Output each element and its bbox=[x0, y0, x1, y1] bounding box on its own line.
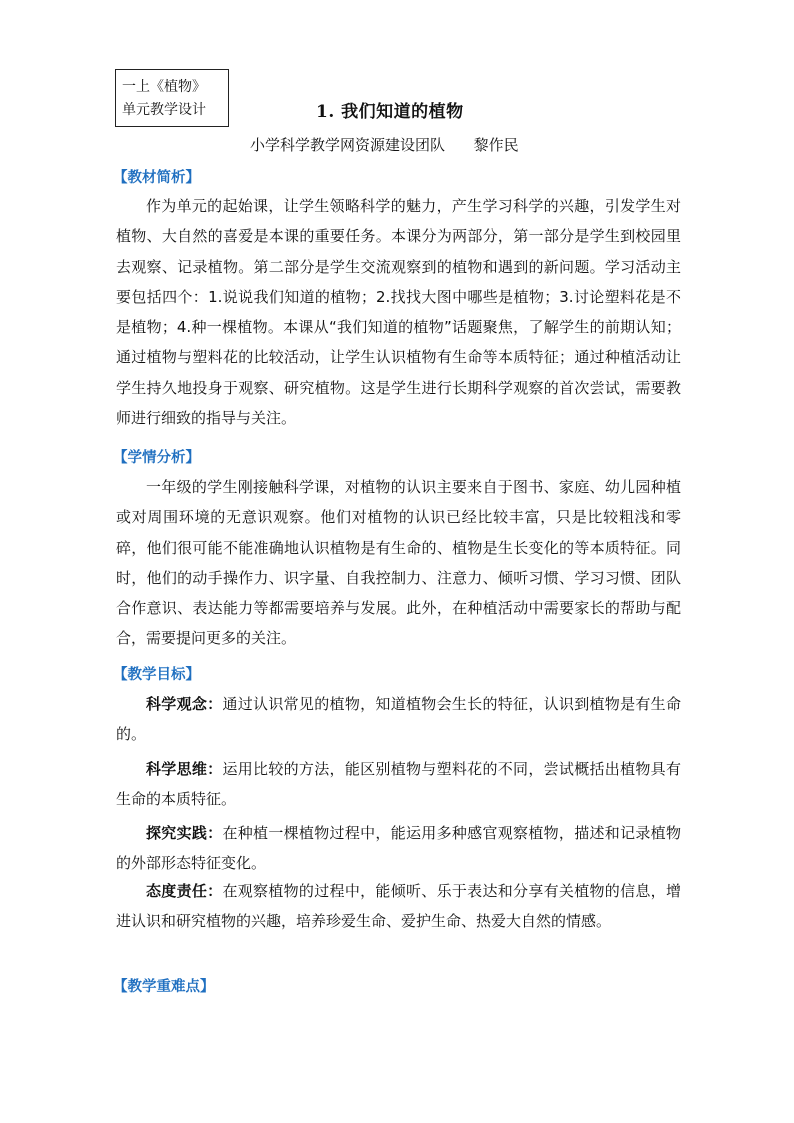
goal-label: 科学思维： bbox=[146, 760, 223, 778]
heading-teaching-goals: 【教学目标】 bbox=[113, 667, 200, 683]
heading-textbook-analysis: 【教材简析】 bbox=[113, 170, 200, 186]
goal-text: 在种植一棵植物过程中，能运用多种感官观察植物，描述和记录植物的外部形态特征变化。 bbox=[116, 824, 681, 873]
goal-label: 科学观念： bbox=[146, 695, 223, 713]
author-line: 小学科学教学网资源建设团队 黎作民 bbox=[250, 136, 519, 154]
goal-text: 通过认识常见的植物，知道植物会生长的特征，认识到植物是有生命的。 bbox=[116, 695, 681, 744]
unit-label-box bbox=[115, 69, 229, 127]
heading-key-difficulties: 【教学重难点】 bbox=[113, 979, 215, 995]
goal-text: 在观察植物的过程中，能倾听、乐于表达和分享有关植物的信息，增进认识和研究植物的兴趣，培养珍爱生命、爱护生命、热爱大自然的情感。 bbox=[116, 882, 681, 931]
goal-scientific-thinking bbox=[116, 754, 681, 815]
heading-student-analysis: 【学情分析】 bbox=[113, 450, 200, 466]
goal-text: 运用比较的方法，能区别植物与塑料花的不同，尝试概括出植物具有生命的本质特征。 bbox=[116, 760, 681, 809]
goal-attitude-responsibility bbox=[116, 876, 681, 937]
lesson-title: 1. 我们知道的植物 bbox=[316, 102, 464, 122]
textbook-analysis-paragraph: 作为单元的起始课，让学生领略科学的魅力，产生学习科学的兴趣，引发学生对植物、大自然的喜爱是本课的重要任务。本课分为两部分，第一部分是学生到校园里去观察、记录植物。第二部分是学生交流观察到的植物和遇到的新问题。学习活动主要包括四个：1.说说我们知道的植物；2.找找大图中哪些是植物；3.讨论塑料花是不是植物；4.种一棵植物。本课从“我们知道的植物”话题聚焦，了解学生的前期认知；通过植物与塑料花的比较活动，让学生认识植物有生命等本质特征；通过种植活动让学生持久地投身于观察、研究植物。这是学生进行长期科学观察的首次尝试，需要教师进行细致的指导与关注。 bbox=[116, 197, 681, 428]
goal-label: 探究实践： bbox=[146, 824, 223, 842]
student-analysis-paragraph: 一年级的学生刚接触科学课，对植物的认识主要来自于图书、家庭、幼儿园种植或对周围环境的无意识观察。他们对植物的认识已经比较丰富，只是比较粗浅和零碎，他们很可能不能准确地认识植物是有生命的、植物是生长变化的等本质特征。同时，他们的动手操作力、识字量、自我控制力、注意力、倾听习惯、学习习惯、团队合作意识、表达能力等都需要培养与发展。此外，在种植活动中需要家长的帮助与配合，需要提问更多的关注。 bbox=[116, 478, 681, 648]
goal-scientific-concept bbox=[116, 689, 681, 750]
unit-label-line2: 单元教学设计 bbox=[122, 102, 206, 118]
unit-label-line1: 一上《植物》 bbox=[122, 79, 206, 95]
goal-label: 态度责任： bbox=[146, 882, 223, 900]
goal-inquiry-practice bbox=[116, 818, 681, 879]
